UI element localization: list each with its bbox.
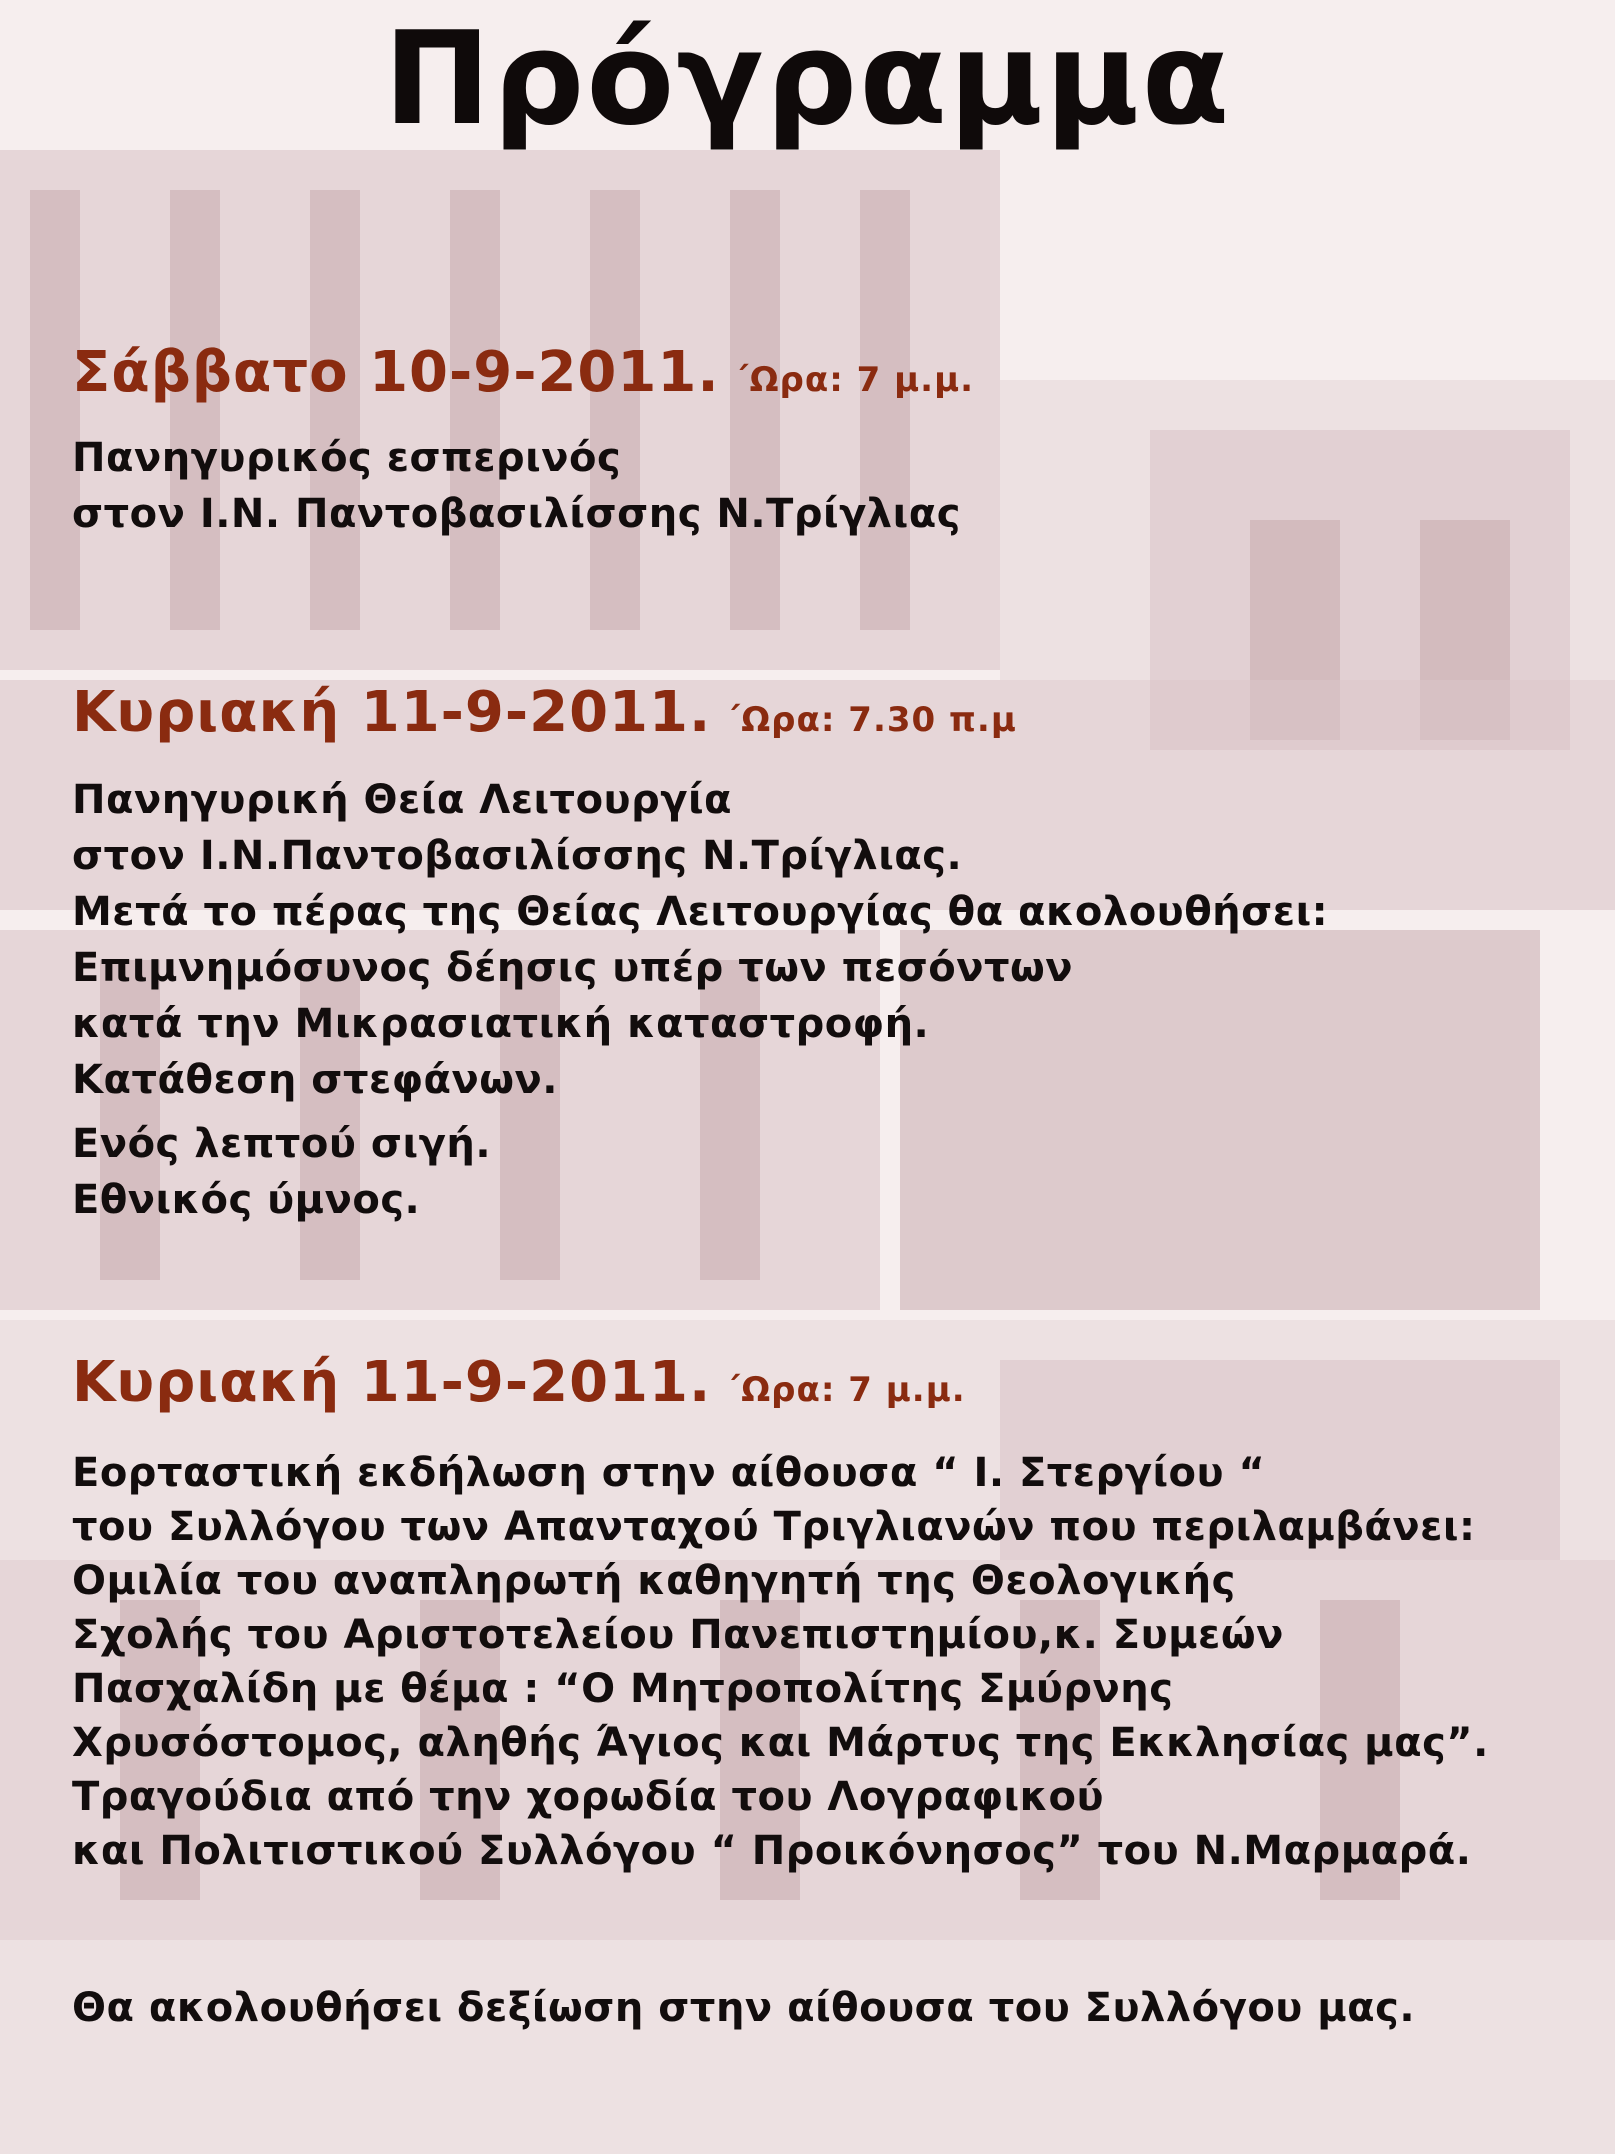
event-line: Ενός λεπτού σιγή.: [72, 1121, 492, 1167]
event-time: ΄Ωρα: 7.30 π.μ: [725, 700, 1017, 740]
event-line: Πανηγυρικός εσπερινός: [72, 435, 622, 481]
event-description: [72, 430, 961, 542]
closing-line: Θα ακολουθήσει δεξίωση στην αίθουσα του Συλλόγου μας.: [72, 1985, 1416, 2031]
event-date: Κυριακή 11-9-2011.: [72, 1350, 712, 1415]
event-line: Κατάθεση στεφάνων.: [72, 1057, 558, 1103]
event-line: Εθνικός ύμνος.: [72, 1177, 421, 1223]
event-line: Χρυσόστομος, αληθής Άγιος και Μάρτυς της Εκκλησίας μας”.: [72, 1720, 1489, 1766]
event-line: Τραγούδια από την χορωδία του Λογραφικού: [72, 1774, 1104, 1820]
event-heading: [72, 680, 1017, 745]
page-title: Πρόγραμμα: [383, 5, 1232, 154]
event-line: στον Ι.Ν.Παντοβασιλίσσης Ν.Τρίγλιας.: [72, 833, 963, 879]
event-line: στον Ι.Ν. Παντοβασιλίσσης Ν.Τρίγλιας: [72, 491, 961, 537]
event-description: [72, 772, 1328, 1228]
event-description: [72, 1446, 1489, 1878]
event-line: και Πολιτιστικού Συλλόγου “ Προικόνησος” του Ν.Μαρμαρά.: [72, 1828, 1472, 1874]
event-time: ΄Ωρα: 7 μ.μ.: [733, 360, 974, 400]
event-date: Κυριακή 11-9-2011.: [72, 680, 712, 745]
event-date: Σάββατο 10-9-2011.: [72, 340, 720, 405]
closing-note: [72, 1980, 1415, 2036]
event-line: Ομιλία του αναπληρωτή καθηγητή της Θεολογικής: [72, 1558, 1236, 1604]
event-line: Μετά το πέρας της Θείας Λειτουργίας θα ακολουθήσει:: [72, 889, 1329, 935]
event-line: Εορταστική εκδήλωση στην αίθουσα “ Ι. Στεργίου “: [72, 1450, 1266, 1496]
event-line: του Συλλόγου των Απανταχού Τριγλιανών που περιλαμβάνει:: [72, 1504, 1476, 1550]
event-line: Επιμνημόσυνος δέησις υπέρ των πεσόντων: [72, 945, 1074, 991]
event-time: ΄Ωρα: 7 μ.μ.: [725, 1370, 966, 1410]
event-heading: [72, 1350, 966, 1415]
event-line: Σχολής του Αριστοτελείου Πανεπιστημίου,κ. Συμεών: [72, 1612, 1284, 1658]
event-heading: [72, 340, 974, 405]
event-line: Πανηγυρική Θεία Λειτουργία: [72, 777, 733, 823]
event-line: Πασχαλίδη με θέμα : “Ο Μητροπολίτης Σμύρνης: [72, 1666, 1174, 1712]
event-line: κατά την Μικρασιατική καταστροφή.: [72, 1001, 930, 1047]
